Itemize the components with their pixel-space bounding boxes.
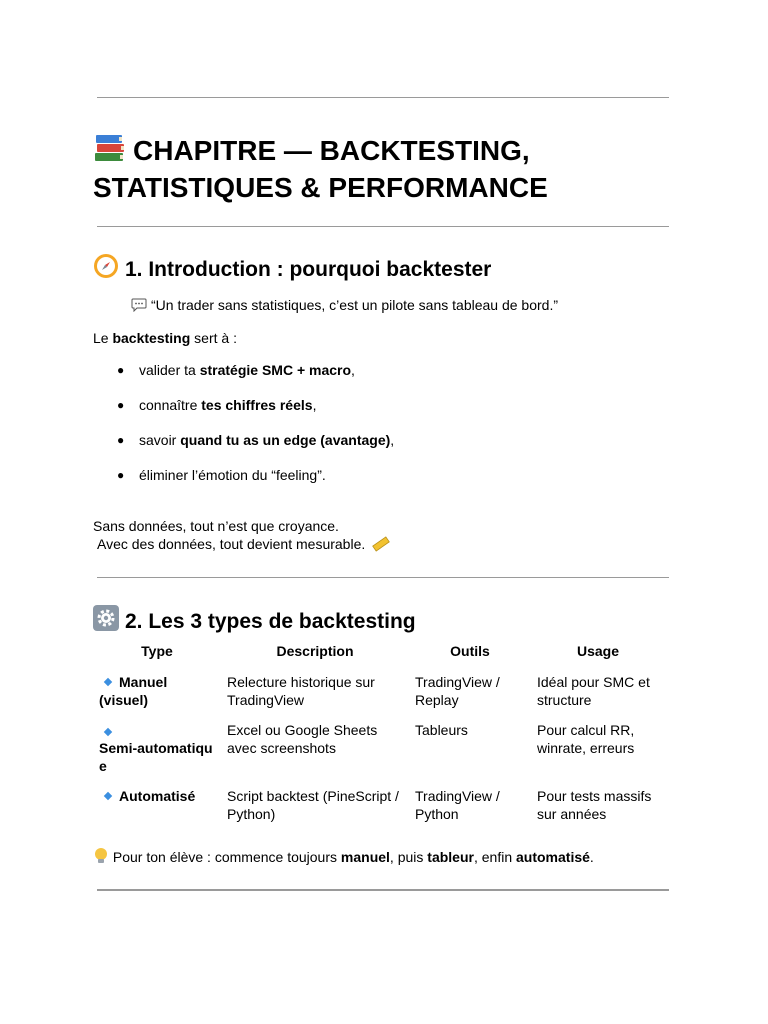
speech-bubble-icon (131, 296, 151, 314)
column-header: Type (141, 643, 173, 659)
usage-cell: Pour calcul RR, winrate, erreurs (537, 722, 635, 756)
type-cell: Semi-automatique (93, 715, 221, 781)
books-icon (93, 132, 133, 169)
bullet-dot: ● (117, 433, 125, 447)
blue-diamond-icon (104, 792, 112, 800)
usage-cell: Pour tests massifs sur années (537, 788, 652, 822)
section-heading: 2. Les 3 types de backtesting (93, 605, 416, 636)
column-header: Description (276, 643, 354, 659)
column-header: Outils (450, 643, 490, 659)
quote: “Un trader sans statistiques, c’est un pilote sans tableau de bord.” (131, 296, 558, 314)
gear-icon (93, 605, 125, 636)
ruler-icon (372, 535, 390, 553)
divider (97, 889, 669, 891)
list-item: connaître tes chiffres réels, (139, 397, 317, 413)
table-header-row (93, 643, 665, 667)
closing-paragraph: Sans données, tout n’est que croyance. Avec des données, tout devient mesurable. (93, 517, 390, 553)
type-cell: Automatisé (93, 781, 221, 829)
tools-cell: TradingView / Replay (415, 674, 500, 708)
table-row (93, 667, 665, 715)
column-header: Usage (576, 643, 620, 659)
usage-cell: Idéal pour SMC et structure (537, 674, 650, 708)
intro-paragraph: Le backtesting sert à : (93, 330, 237, 346)
bullet-dot: ● (117, 363, 125, 377)
compass-icon (93, 253, 125, 284)
list-item: savoir quand tu as un edge (avantage), (139, 432, 395, 448)
table-row (93, 781, 665, 829)
page-title: CHAPITRE — BACKTESTING, STATISTIQUES & PERFORMANCE (93, 132, 693, 206)
tools-cell: Tableurs (415, 722, 468, 738)
list-item: valider ta stratégie SMC + macro, (139, 362, 355, 378)
description-cell: Script backtest (PineScript / Python) (227, 788, 399, 822)
description-cell: Relecture historique sur TradingView (227, 674, 375, 708)
lightbulb-icon (93, 847, 109, 866)
divider (97, 97, 669, 98)
divider (97, 577, 669, 578)
description-cell: Excel ou Google Sheets avec screenshots (227, 722, 378, 756)
type-cell: Manuel (visuel) (99, 674, 168, 708)
backtesting-table (93, 643, 665, 829)
divider (97, 226, 669, 227)
list-item: éliminer l’émotion du “feeling”. (139, 467, 326, 483)
bullet-dot: ● (117, 468, 125, 482)
tip-paragraph: Pour ton élève : commence toujours manuel, puis tableur, enfin automatisé. (93, 847, 594, 866)
blue-diamond-icon (104, 728, 112, 736)
blue-diamond-icon (104, 678, 112, 686)
tools-cell: TradingView / Python (415, 788, 500, 822)
bullet-dot: ● (117, 398, 125, 412)
table-row (93, 715, 665, 781)
section-heading: 1. Introduction : pourquoi backtester (93, 253, 491, 284)
